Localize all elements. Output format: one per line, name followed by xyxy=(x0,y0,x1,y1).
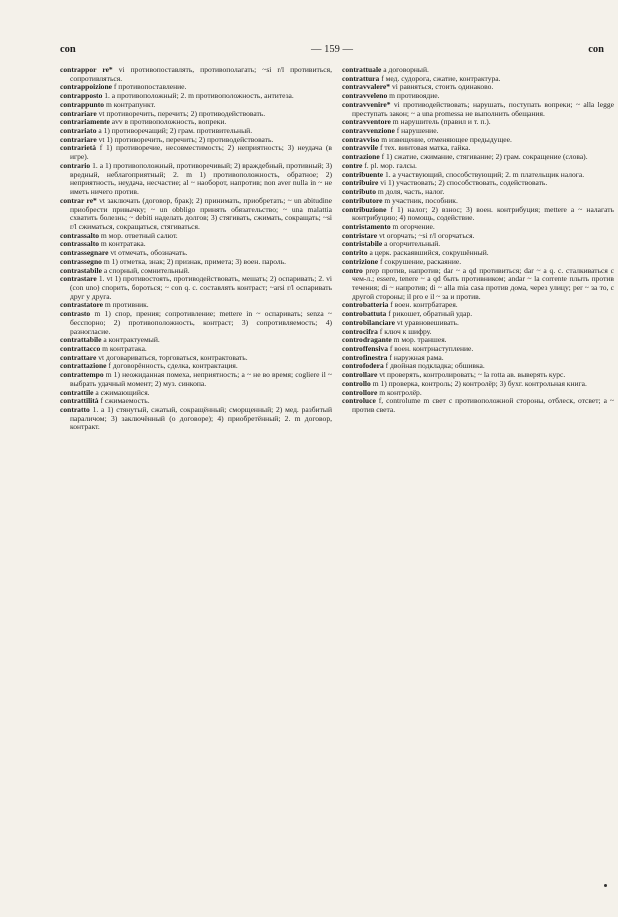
definition: f. pl. мор. галсы. xyxy=(364,160,417,170)
dictionary-entry xyxy=(60,162,332,197)
headword: contrarietà xyxy=(60,143,97,153)
definition: f, controlume m свет с противоположной стороны, отблеск, отсвет; a ~ против света. xyxy=(352,396,614,415)
dictionary-entry xyxy=(342,101,614,118)
definition: vt заключать (договор, брак); 2) принимать, приобретать; ~ un abitudine приобрести привычку; ~ un obbligo принять обязательство; ~ una malattia схватить болезнь; ~ debiti наделать долгов; 3) стягивать, сжимать, сокращать; ~si r/l сжиматься, сокращаться, стягиваться. xyxy=(70,195,332,231)
headword: controllare xyxy=(342,370,378,380)
definition: 1. a участвующий, способствующий; 2. m плательщик налога. xyxy=(384,169,585,179)
dictionary-entry xyxy=(342,206,614,223)
headword: controdragante xyxy=(342,335,392,345)
headword: contrariare xyxy=(60,134,97,144)
definition: m контрапункт. xyxy=(105,99,156,109)
headword: contrattabile xyxy=(60,335,102,345)
definition: f противопоставление. xyxy=(113,82,187,92)
headword: contrito xyxy=(342,248,368,258)
definition: f сокрушение, раскаяние. xyxy=(379,256,462,266)
headword: contrattilità xyxy=(60,396,99,406)
headword: contrattuale xyxy=(342,65,382,74)
headword: contravvalere* xyxy=(342,82,391,92)
definition: vi противодействовать; нарушать, поступать вопреки; ~ alla legge преступать закон; ~ a una promessa не выполнить обещания. xyxy=(352,99,614,118)
dictionary-entry xyxy=(60,275,332,301)
definition: f ключ к шифру. xyxy=(379,326,432,336)
definition: f сжимаемость. xyxy=(100,396,150,406)
headword: contrattare xyxy=(60,352,97,362)
dictionary-entry xyxy=(60,144,332,161)
headword: contrariato xyxy=(60,126,97,136)
definition: m извещение, отменяющее предыдущее. xyxy=(381,134,512,144)
dictionary-entry xyxy=(60,371,332,388)
definition: f воен. контрнаступление. xyxy=(389,344,474,353)
definition: m мор. траншея. xyxy=(393,335,447,345)
definition: vi 1) участвовать; 2) способствовать, содействовать. xyxy=(380,178,548,188)
headword: controffensiva xyxy=(342,344,388,353)
headword: contristare xyxy=(342,230,378,240)
definition: f 1) противоречие, несовместимость; 2) неприятность; 3) неудача (в игре). xyxy=(70,143,332,162)
dictionary-entry xyxy=(342,267,614,302)
definition: avv в противоположность, вопреки. xyxy=(111,117,227,127)
definition: a спорный, сомнительный. xyxy=(103,265,190,275)
headword: controcifra xyxy=(342,326,378,336)
headword: contrastatore xyxy=(60,300,104,310)
headword: contravvenzione xyxy=(342,126,395,136)
definition: m доля, часть, налог. xyxy=(377,187,445,197)
headword: contrariamente xyxy=(60,117,110,127)
definition: f двойная подкладка; обшивка. xyxy=(385,361,485,371)
definition: m 1) проверка, контроль; 2) контролёр; 3) бухг. контрольная книга. xyxy=(372,378,587,388)
headword: contrassegno xyxy=(60,256,102,266)
definition: vt огорчать; ~si r/l огорчаться. xyxy=(378,230,475,240)
page-header xyxy=(60,44,604,58)
dictionary-entry xyxy=(60,406,332,432)
headword: contrassalto xyxy=(60,230,99,240)
definition: vt проверять, контролировать; ~ la rotta ав. выверять курс. xyxy=(379,370,566,380)
definition: 1. a противоположный; 2. m противоположность, антитеза. xyxy=(104,91,294,101)
definition: a сжимающийся. xyxy=(95,387,150,397)
headword: contravvile xyxy=(342,143,379,153)
definition: 1. vt 1) противостоять, противодействовать, мешать; 2) оспаривать; 2. vi (con uno) спорить, бороться; ~ con q. c. составлять контраст; ~arsi r/l оспаривать друг у друга. xyxy=(70,274,332,301)
definition: m 1) отметка, знак; 2) признак, примета; 3) воен. пароль. xyxy=(103,256,287,266)
definition: vt отмечать, обозначать. xyxy=(110,248,188,258)
headword: contravveleno xyxy=(342,91,388,101)
definition: 1. a 1) противоположный, противоречивый; 2) враждебный, противный; 3) вредный, неблагоприятный; 2. m 1) противоположность, обратное; 2) неприятность, неудача, несчастие; al ~ наоборот, напротив; non aver nulla in ~ не иметь ничего против. xyxy=(70,160,332,197)
definition: a церк. раскаявшийся, сокрушённый. xyxy=(369,248,489,258)
page-number: — 159 — xyxy=(311,44,353,55)
headword: contrar re* xyxy=(60,195,97,205)
left-column xyxy=(60,66,332,432)
definition: f рикошет, обратный удар. xyxy=(388,309,473,319)
dictionary-entry xyxy=(342,397,614,414)
headword: contribuire xyxy=(342,178,379,188)
headword: contrassegnare xyxy=(60,248,109,258)
headword: contrattempo xyxy=(60,370,104,380)
headword: contratto xyxy=(60,405,90,415)
definition: a контрактуемый. xyxy=(103,335,160,345)
headword: contrattacco xyxy=(60,344,101,353)
headword: contrappoizione xyxy=(60,82,112,92)
definition: m контратака. xyxy=(102,344,147,353)
headword: contrappor re* xyxy=(60,65,113,74)
headword: contribuzione xyxy=(342,204,387,214)
definition: m 1) спор, прения; сопротивление; mettere in ~ оспаривать; senza ~ бесспорно; 2) противоположность, контраст; 3) сопротивляемость; 4) разногласие. xyxy=(70,309,333,336)
headword: contrattile xyxy=(60,387,94,397)
headword: contrattazione xyxy=(60,361,107,371)
headword: controllore xyxy=(342,387,378,397)
headword: contributore xyxy=(342,195,383,205)
headword: contrassalto xyxy=(60,239,99,249)
definition: m противоядие. xyxy=(389,91,440,101)
headword: contristabile xyxy=(342,239,383,249)
definition: f тех. винтовая матка, гайка. xyxy=(379,143,471,153)
headword: contravvenire* xyxy=(342,99,391,109)
headword: controfodera xyxy=(342,361,384,371)
headword: contre xyxy=(342,160,363,170)
definition: m контратака. xyxy=(100,239,146,249)
definition: m контролёр. xyxy=(379,387,422,397)
headword: contrasto xyxy=(60,309,91,319)
headword: contristamento xyxy=(342,221,391,231)
headword: contrapposto xyxy=(60,91,103,101)
definition: m участник, пособник. xyxy=(384,195,458,205)
definition: vt договариваться, торговаться, контрактовать. xyxy=(98,352,248,362)
definition: f наружная рама. xyxy=(389,352,444,362)
definition: f договорённость, сделка, контрактация. xyxy=(108,361,238,371)
headword: controllo xyxy=(342,378,371,388)
dictionary-entry xyxy=(60,197,332,232)
headword: contributo xyxy=(342,187,376,197)
dictionary-entry xyxy=(60,66,332,83)
headword: contrazione xyxy=(342,152,380,162)
headword: contravventore xyxy=(342,117,391,127)
printer-mark xyxy=(604,884,607,887)
dictionary-entry xyxy=(60,310,332,336)
headword: controbilanciare xyxy=(342,317,395,327)
headword: contrizione xyxy=(342,256,379,266)
definition: m 1) неожиданная помеха, неприятность; a ~ не во время; cogliere il ~ выбрать удачный момент; 2) муз. синкопа. xyxy=(70,370,332,388)
headword: contro xyxy=(342,265,363,275)
definition: f 1) сжатие, сжимание, стягивание; 2) грам. сокращение (слова). xyxy=(381,152,588,162)
headword: contrastare xyxy=(60,274,97,284)
definition: m противник. xyxy=(104,300,149,310)
definition: vi противопоставлять, противополагать; ~si r/l противиться, сопротивляться. xyxy=(70,65,332,83)
running-head-left: con xyxy=(60,44,76,55)
definition: a огорчительный. xyxy=(384,239,441,249)
definition: f нарушение. xyxy=(396,126,439,136)
definition: m огорчение. xyxy=(392,221,435,231)
definition: vt противоречить, перечить; 2) противодействовать. xyxy=(98,108,266,118)
definition: vi равняться, стоить одинаково. xyxy=(391,82,494,92)
right-column xyxy=(342,66,614,415)
headword: controbatteria xyxy=(342,300,389,310)
definition: vt уравновешивать. xyxy=(396,317,459,327)
definition: vt 1) противоречить, перечить; 2) противодействовать. xyxy=(98,134,274,144)
headword: contrastabile xyxy=(60,265,102,275)
definition: a 1) противоречащий; 2) грам. противительный. xyxy=(98,126,253,136)
running-head-right: con xyxy=(588,44,604,55)
headword: controfinestra xyxy=(342,352,388,362)
headword: contrappunto xyxy=(60,99,105,109)
definition: m нарушитель (правил и т. п.). xyxy=(392,117,491,127)
headword: controluce xyxy=(342,396,376,406)
definition: 1. a 1) стянутый, сжатый, сокращённый; сморщенный; 2) мед. разбитый параличом; 3) заключённый (о договоре); 4) приобретённый; 2. m договор, контракт. xyxy=(70,405,332,432)
definition: m мор. ответный салют. xyxy=(100,230,178,240)
headword: contribuente xyxy=(342,169,384,179)
headword: contravviso xyxy=(342,134,380,144)
headword: contrattura xyxy=(342,73,380,83)
headword: contrario xyxy=(60,160,91,170)
headword: contrariare xyxy=(60,108,97,118)
definition: a договорный. xyxy=(383,65,429,74)
headword: controbattuta xyxy=(342,309,387,319)
definition: prep против, напротив; dar ~ a qd противиться; dar ~ a q. c. сталкиваться с чем-л.; essere, tenere ~ a qd быть противником; andar ~ la corrente плыть против течения; di ~ напротив; di ~ alla mia casa против дома, через улицу; per ~ за то, с другой стороны; il pro e il ~ за и против. xyxy=(352,265,614,301)
definition: f воен. контрбатарея. xyxy=(390,300,458,310)
definition: f мед. судорога, сжатие, контрактура. xyxy=(381,73,501,83)
definition: f 1) налог; 2) взнос; 3) воен. контрибуция; mettere a ~ налагать контрибуцию; 4) помощь, содействие. xyxy=(352,204,614,223)
